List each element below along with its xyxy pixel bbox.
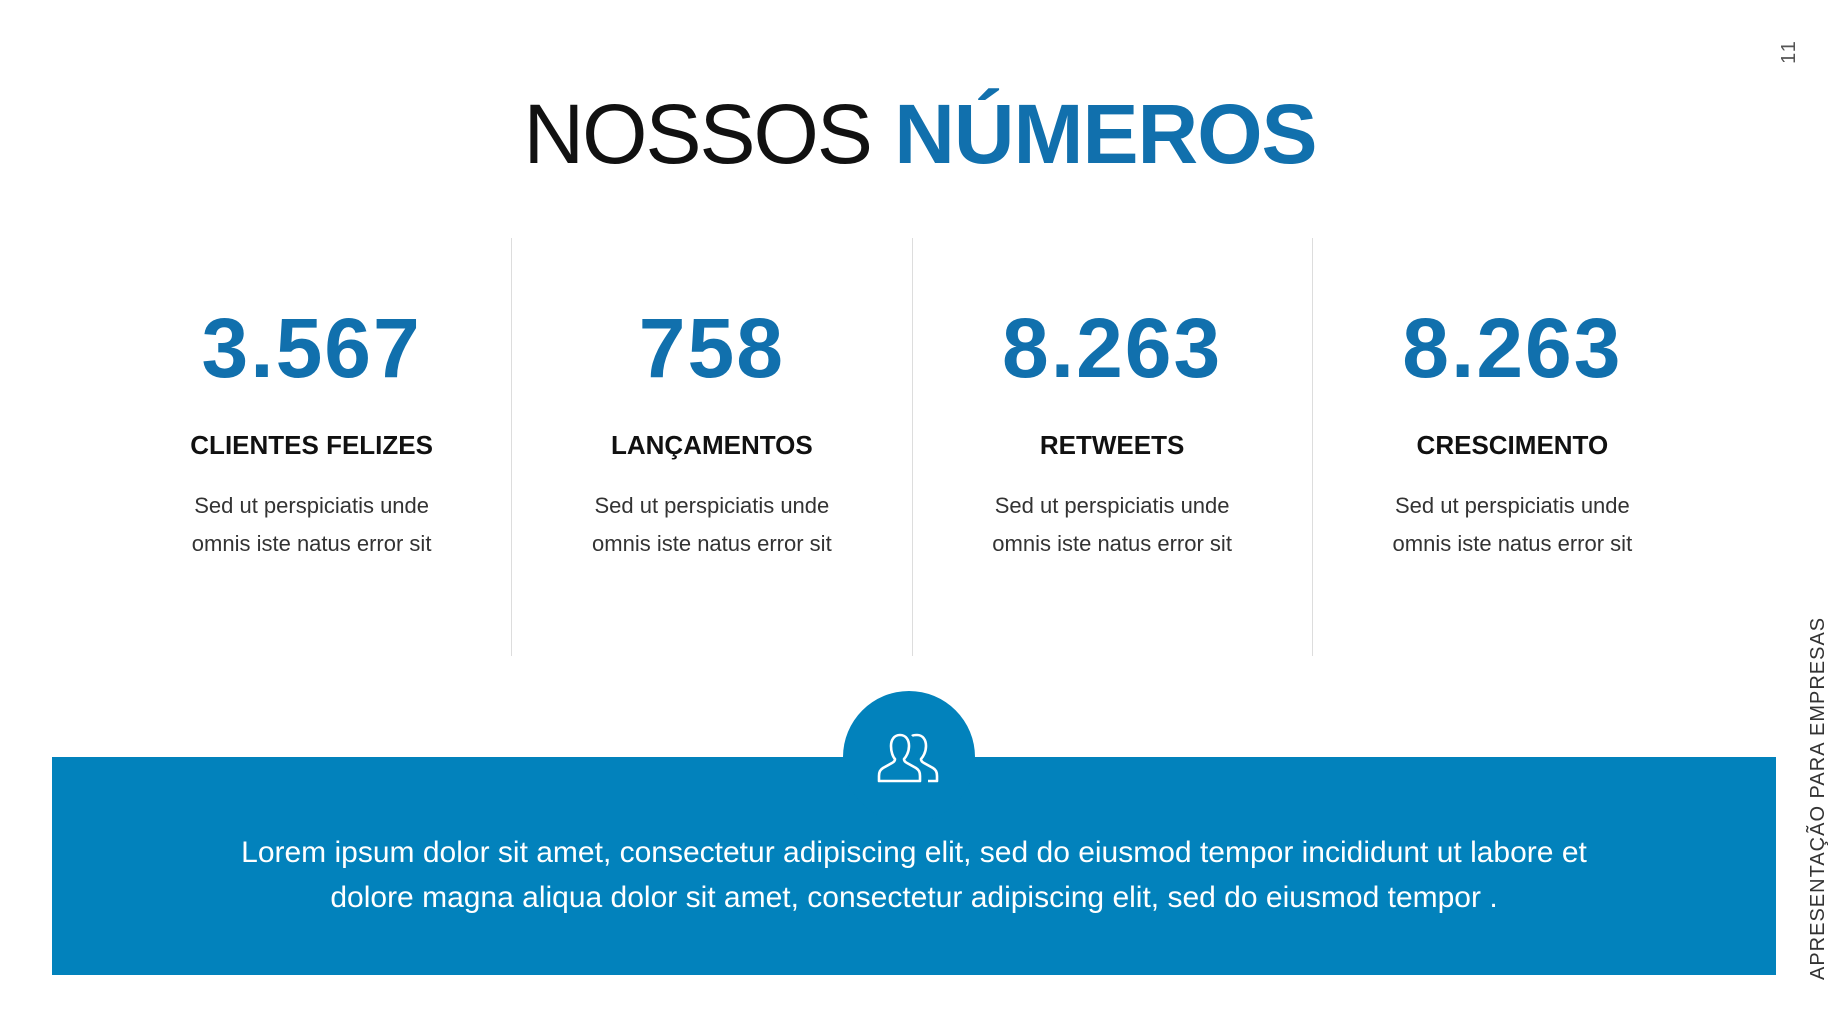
- stat-card: [912, 238, 1312, 656]
- page-number: 11: [1778, 39, 1801, 64]
- stat-description: [112, 487, 511, 563]
- users-icon: [876, 727, 942, 787]
- stat-value: 8.263: [1402, 301, 1623, 395]
- stat-card: [511, 238, 911, 656]
- banner-text: [52, 830, 1776, 920]
- stat-description-line: Sed ut perspiciatis unde: [1394, 493, 1630, 518]
- stat-description: [512, 487, 911, 563]
- stat-card: [112, 238, 511, 656]
- stat-description: [1313, 487, 1712, 563]
- stat-description-line: Sed ut perspiciatis unde: [594, 493, 830, 518]
- stats-row: [112, 238, 1712, 656]
- stat-description-line: omnis iste natus error sit: [992, 531, 1232, 556]
- banner-text-line: dolore magna aliqua dolor sit amet, consectetur adipiscing elit, sed do eiusmod tempor .: [330, 881, 1498, 914]
- side-label: APRESENTAÇÃO PARA EMPRESAS: [1807, 616, 1829, 980]
- stat-label: RETWEETS: [1039, 430, 1185, 460]
- stat-label: LANÇAMENTOS: [611, 430, 813, 460]
- stat-label: CRESCIMENTO: [1416, 430, 1609, 460]
- stat-description-line: Sed ut perspiciatis unde: [194, 493, 430, 518]
- stat-description: [913, 487, 1312, 563]
- stat-description-line: omnis iste natus error sit: [1392, 531, 1633, 556]
- stat-card: [1312, 238, 1712, 656]
- stat-description-line: omnis iste natus error sit: [191, 531, 432, 556]
- title-light: NOSSOS: [523, 87, 871, 181]
- stat-label: CLIENTES FELIZES: [190, 430, 433, 460]
- banner-text-line: Lorem ipsum dolor sit amet, consectetur adipiscing elit, sed do eiusmod tempor incididunt ut labore et: [241, 836, 1587, 869]
- page-title: [0, 88, 1840, 180]
- stat-value: 3.567: [201, 301, 422, 395]
- users-icon-badge: [843, 691, 975, 823]
- stat-value: 758: [638, 301, 785, 395]
- stat-description-line: Sed ut perspiciatis unde: [994, 493, 1230, 518]
- stat-description-line: omnis iste natus error sit: [592, 531, 832, 556]
- title-bold: NÚMEROS: [894, 87, 1317, 181]
- stat-value: 8.263: [1002, 301, 1223, 395]
